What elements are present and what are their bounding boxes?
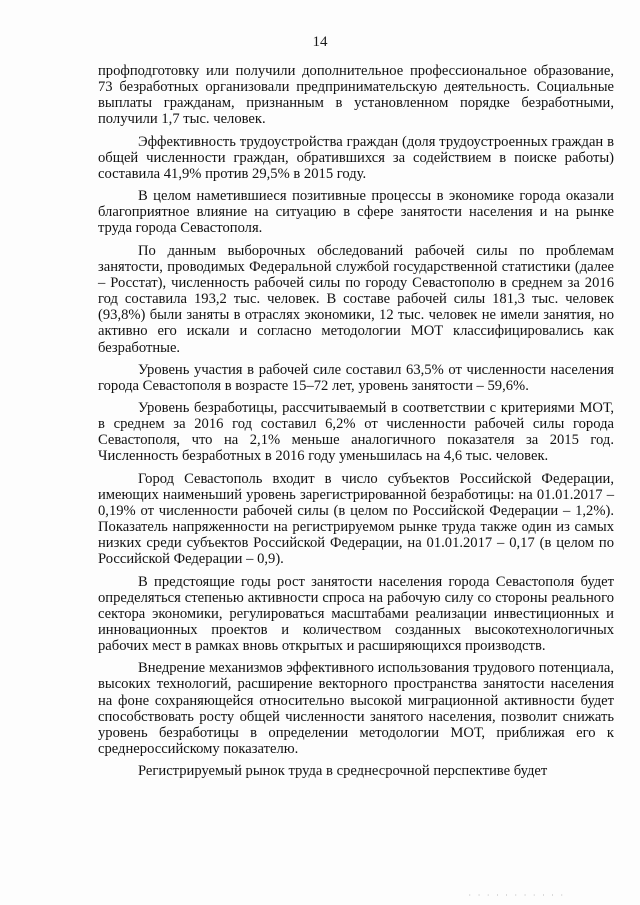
paragraph: Эффективность трудоустройства граждан (доля трудоустроенных граждан в общей численности граждан, обратившихся за содействием в поиске работы) составила 41,9% против 29,5% в 2015 году. — [98, 133, 614, 182]
page-number: 14 — [312, 34, 328, 50]
paragraph: Регистрируемый рынок труда в среднесрочной перспективе будет — [138, 763, 548, 780]
paragraph: профподготовку или получили дополнительное профессиональное образование, 73 безработных организовали предпринимательскую деятельность. Социальные выплаты гражданам, признанным в установленном порядке безработными, получили 1,7 тыс. человек. — [98, 63, 614, 128]
paragraph: В целом наметившиеся позитивные процессы в экономике города оказали благоприятное влияние на ситуацию в сфере занятости населения и на рынке труда города Севастополя. — [98, 188, 614, 237]
paragraph: Уровень участия в рабочей силе составил 63,5% от численности населения города Севастополя в возрасте 15–72 лет, уровень занятости – 59,6%. — [98, 361, 614, 394]
paragraph: Город Севастополь входит в число субъектов Российской Федерации, имеющих наименьший уровень зарегистрированной безработицы: на 01.01.2017 – 0,19% от численности рабочей силы (в целом по Российской Федерации – 1,2%). Показатель напряженности на регистрируемом рынке труда также один из самых низких среди субъектов Российской Федерации, на 01.01.2017 – 0,17 (в целом по Российской Федерации – 0,9). — [98, 470, 614, 568]
document-body — [98, 63, 614, 785]
paragraph: Уровень безработицы, рассчитываемый в соответствии с критериями МОТ, в среднем за 2016 год составил 6,2% от численности рабочей силы города Севастополя, что на 2,1% меньше аналогичного показателя за 2015 год. Численность безработных в 2016 году уменьшилась на 4,6 тыс. человек. — [98, 399, 614, 465]
scan-artifact-mark: · · · · · · · · · · · — [468, 892, 565, 899]
paragraph: Внедрение механизмов эффективного использования трудового потенциала, высоких технологий, расширение векторного пространства занятости населения на фоне сохраняющейся относительно высокой миграционной активности будет способствовать росту общей численности занятого населения, позволит снижать уровень безработицы в определении методологии МОТ, приближая его к среднероссийскому показателю. — [98, 660, 614, 758]
paragraph: По данным выборочных обследований рабочей силы по проблемам занятости, проводимых Федеральной службой государственной статистики (далее – Росстат), численность рабочей силы по городу Севастополю в среднем за 2016 год составила 193,2 тыс. человек. В составе рабочей силы 181,3 тыс. человек (93,8%) были заняты в отраслях экономики, 12 тыс. человек не имели занятия, но активно его искали и согласно методологии МОТ классифицировались как безработные. — [98, 242, 614, 356]
paragraph: В предстоящие годы рост занятости населения города Севастополя будет определяться степенью активности спроса на рабочую силу со стороны реального сектора экономики, регулироваться масштабами реализации инвестиционных и инновационных проектов и количеством созданных высокотехнологичных рабочих мест в рамках вновь открытых и расширяющихся производств. — [98, 573, 614, 655]
